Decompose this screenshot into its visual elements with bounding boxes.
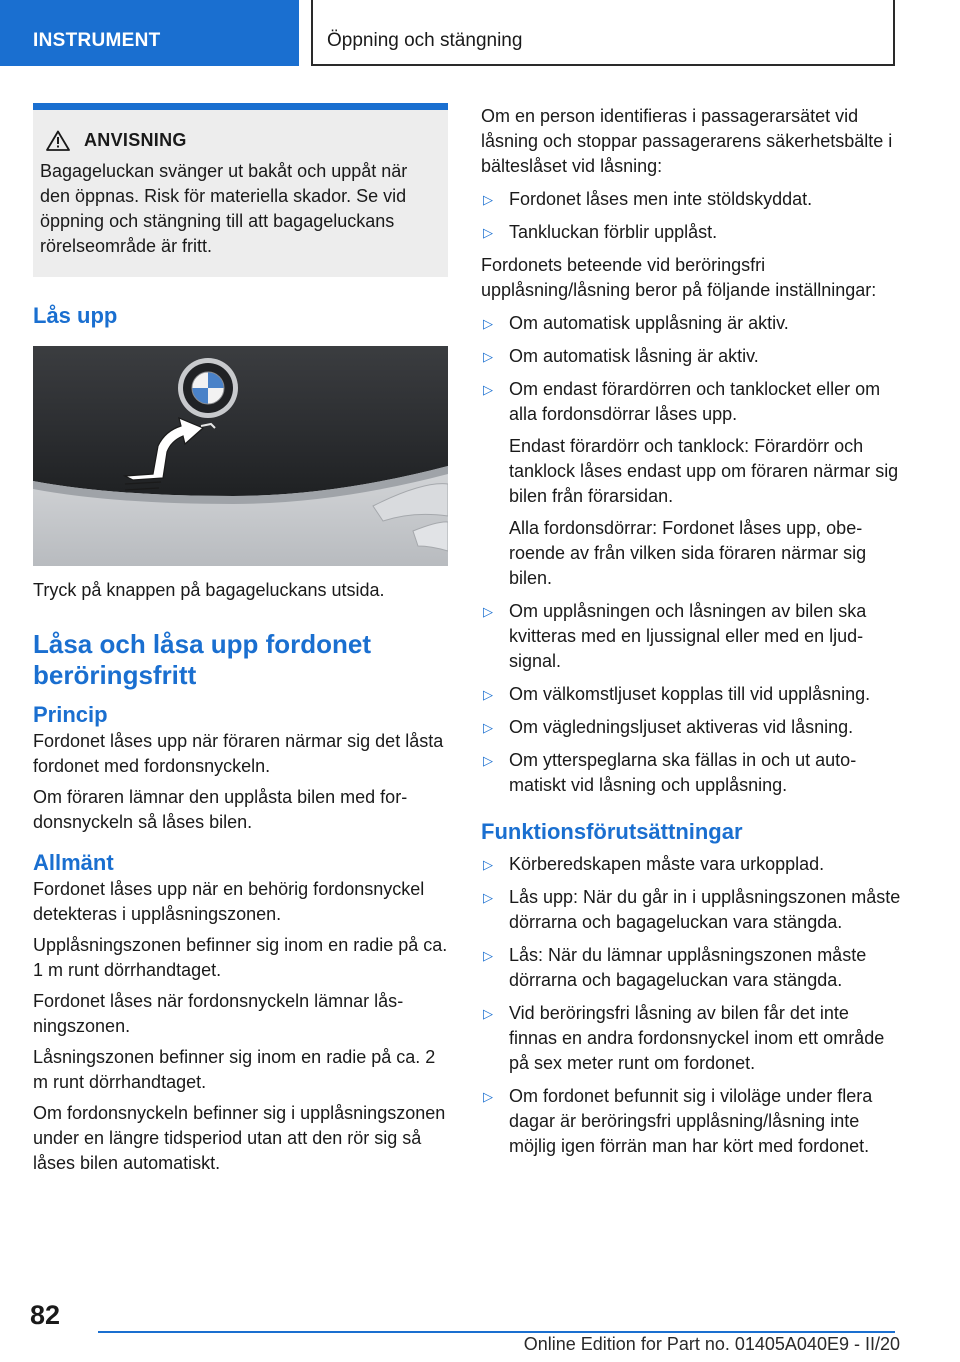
general-paragraph-4: Låsningszonen befinner sig inom en radie på ca. 2 m runt dörrhandtaget.: [33, 1047, 436, 1092]
list-item: ▷ Fordonet låses men inte stöldskyddat.: [481, 187, 901, 212]
list-item: ▷ Om endast förardörren och tanklocket eller om alla fordonsdörrar låses upp.: [481, 377, 901, 427]
list-item: ▷ Om välkomstljuset kopplas till vid upplåsning.: [481, 682, 901, 707]
bullet-arrow-icon: ▷: [483, 720, 493, 735]
sub-paragraph-driver-door: Endast förardörr och tanklock: Förardörr och tanklock låses endast upp om föraren närmar sig bilen från förarsidan.: [509, 436, 899, 506]
list-item: ▷ Lås upp: När du går in i upplåsningszonen måste dörrarna och bagageluckan vara stängda.: [481, 885, 901, 935]
list-item: ▷ Om fordonet befunnit sig i viloläge under flera dagar är beröringsfri upplåsning/låsning inte möjlig igen förrän man har kört med fordonet.: [481, 1084, 901, 1159]
photo-caption: Tryck på knappen på bagageluckans utsida.: [33, 580, 385, 600]
heading-general: Allmänt: [33, 850, 114, 875]
list-item: ▷ Körberedskapen måste vara urkopplad.: [481, 852, 901, 877]
list-item: ▷ Lås: När du lämnar upplåsningszonen måste dörrarna och bagageluckan vara stängda.: [481, 943, 901, 993]
header-title-box: [311, 0, 895, 66]
general-paragraph-2: Upplåsningszonen befinner sig inom en radie på ca. 1 m runt dörrhandtaget.: [33, 935, 448, 980]
page-number: 82: [30, 1300, 61, 1330]
bullet-arrow-icon: ▷: [483, 753, 493, 768]
list-item: ▷ Om automatisk upplåsning är aktiv.: [481, 311, 901, 336]
footer-divider: [98, 1331, 895, 1333]
general-paragraph-1: Fordonet låses upp när en behörig fordonsnyckel detekteras i upplåsningszonen.: [33, 879, 425, 924]
bullet-arrow-icon: ▷: [483, 192, 493, 207]
bullet-arrow-icon: ▷: [483, 890, 493, 905]
bullet-arrow-icon: ▷: [483, 1006, 493, 1021]
bullet-arrow-icon: ▷: [483, 1089, 493, 1104]
sub-paragraph-all-doors: Alla fordonsdörrar: Fordonet låses upp, oberoende av från vilken sida föraren närmar sig bilen.: [509, 518, 867, 588]
header-section-label: INSTRUMENT: [33, 30, 161, 51]
list-item: ▷ Om vägledningsljuset aktiveras vid låsning.: [481, 715, 901, 740]
warning-text: Bagageluckan svänger ut bakåt och uppåt när den öppnas. Risk för materiella skador. Se vid öppning och stängning till att bagageluckans rörelseområde är fritt.: [40, 161, 408, 256]
bullet-arrow-icon: ▷: [483, 604, 493, 619]
right-column: [481, 104, 901, 1159]
principle-paragraph-2: Om föraren lämnar den upplåsta bilen med fordonsnyckeln så låses bilen.: [33, 787, 408, 832]
heading-prerequisites: Funktionsförutsättningar: [481, 819, 743, 844]
intro-paragraph: Om en person identifieras i passagerarsätet vid låsning och stoppar passagerarens säkerhetsbälte i bälteslåset vid låsning:: [481, 106, 893, 176]
heading-keyless: Låsa och låsa upp fordonet beröringsfritt: [33, 629, 372, 690]
list-item: ▷ Tankluckan förblir upplåst.: [481, 220, 901, 245]
bullet-arrow-icon: ▷: [483, 382, 493, 397]
header-title: Öppning och stängning: [327, 30, 523, 51]
left-column: [33, 103, 448, 1176]
bullet-arrow-icon: ▷: [483, 687, 493, 702]
warning-header: [46, 128, 440, 153]
bullet-arrow-icon: ▷: [483, 225, 493, 240]
bullet-arrow-icon: ▷: [483, 349, 493, 364]
bullet-arrow-icon: ▷: [483, 948, 493, 963]
warning-title: ANVISNING: [84, 130, 187, 150]
heading-unlock: Lås upp: [33, 303, 118, 328]
principle-paragraph-1: Fordonet låses upp när föraren närmar sig det låsta fordonet med fordonsnyckeln.: [33, 731, 444, 776]
general-paragraph-5: Om fordonsnyckeln befinner sig i upplåsningszonen under en längre tidsperiod utan att den rör sig så låses bilen automatiskt.: [33, 1103, 446, 1173]
list-item: ▷ Vid beröringsfri låsning av bilen får det inte finnas en andra fordonsnyckel inom ett område på sex meter runt om fordonet.: [481, 1001, 901, 1076]
bullet-arrow-icon: ▷: [483, 316, 493, 331]
warning-triangle-icon: [46, 130, 70, 151]
footer-edition: Online Edition for Part no. 01405A040E9 - II/20: [523, 1334, 900, 1354]
list-item: ▷ Om automatisk låsning är aktiv.: [481, 344, 901, 369]
settings-paragraph: Fordonets beteende vid beröringsfri upplåsning/låsning beror på följande inställningar:: [481, 255, 877, 300]
header-section-tab: [0, 0, 299, 66]
list-item: ▷ Om ytterspeglarna ska fällas in och ut automatiskt vid låsning och upplåsning.: [481, 748, 901, 798]
list-item: ▷ Om upplåsningen och låsningen av bilen ska kvitteras med en ljussignal eller med en ljudsignal.: [481, 599, 901, 674]
warning-box: [33, 103, 448, 277]
bullet-arrow-icon: ▷: [483, 857, 493, 872]
general-paragraph-3: Fordonet låses när fordonsnyckeln lämnar låsningszonen.: [33, 991, 404, 1036]
heading-principle: Princip: [33, 702, 108, 727]
trunk-button-photo: [33, 346, 448, 566]
